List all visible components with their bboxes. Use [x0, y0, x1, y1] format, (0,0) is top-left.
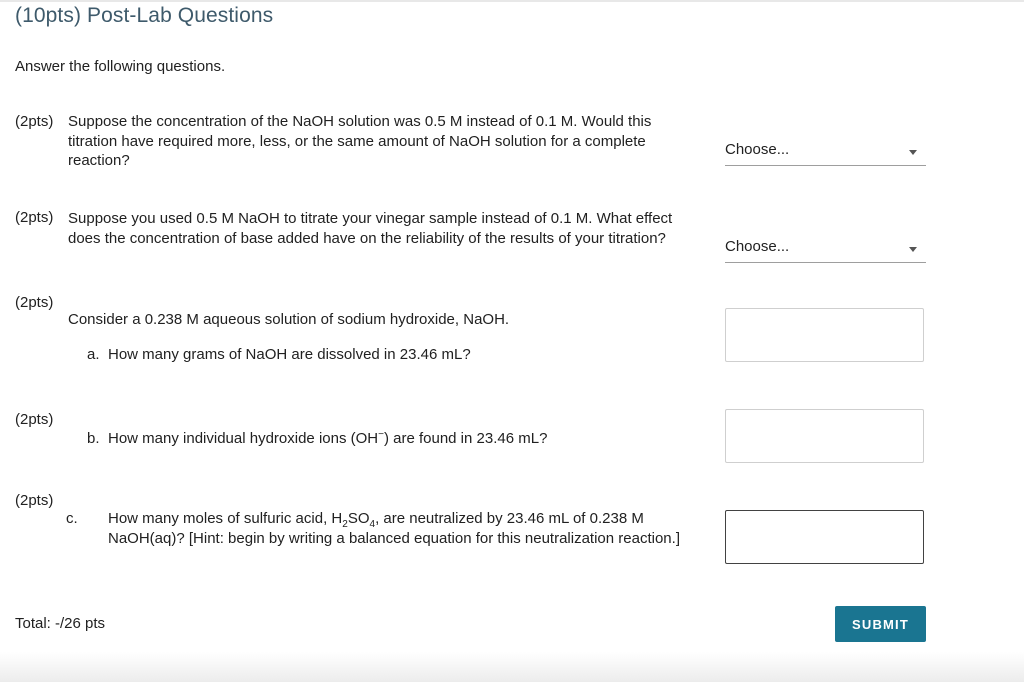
- submit-button[interactable]: SUBMIT: [835, 606, 926, 642]
- question-2-text: Suppose you used 0.5 M NaOH to titrate your vinegar sample instead of 0.1 M. What effect does the concentration of base added have on the reliability of the results of your titration?: [68, 210, 673, 247]
- question-3c-body-2: SO: [347, 510, 370, 527]
- question-3b-answer-input[interactable]: [726, 410, 923, 462]
- question-3-points: (2pts): [15, 294, 54, 311]
- subscript-4: 4: [369, 519, 376, 530]
- top-divider: [0, 0, 1024, 2]
- question-4-points: (2pts): [15, 411, 54, 428]
- question-3a-answer-box[interactable]: [725, 308, 924, 362]
- question-1-select-value: Choose...: [725, 141, 790, 158]
- chevron-down-icon: [909, 247, 917, 252]
- question-3c-answer-box[interactable]: [725, 510, 924, 564]
- question-3b-body-end: ) are found in 23.46 mL?: [383, 430, 548, 447]
- question-3c-body-3: , are neutralized by 23.46 mL of 0.238 M NaOH(aq)? [Hint: begin by writing a balanced equation for this neutralization reaction.]: [108, 510, 680, 547]
- question-3a-text: [87, 345, 697, 365]
- question-1-points: (2pts): [15, 113, 54, 130]
- chevron-down-icon: [909, 150, 917, 155]
- question-1-text: Suppose the concentration of the NaOH solution was 0.5 M instead of 0.1 M. Would this titration have required more, less, or the same amount of NaOH solution for a complete reaction?: [68, 113, 652, 169]
- instructions-text: Answer the following questions.: [15, 58, 226, 75]
- question-3c-answer-input[interactable]: [726, 511, 923, 563]
- page-title: (10pts) Post-Lab Questions: [15, 4, 274, 27]
- question-1-select[interactable]: [725, 141, 926, 166]
- question-3b-text: [87, 429, 697, 449]
- question-3a-answer-input[interactable]: [726, 309, 923, 361]
- question-3-intro: Consider a 0.238 M aqueous solution of sodium hydroxide, NaOH.: [68, 311, 510, 328]
- question-3a-body: How many grams of NaOH are dissolved in 23.46 mL?: [108, 346, 471, 363]
- bottom-shadow: [0, 652, 1024, 682]
- question-3c-letter: c.: [66, 510, 78, 527]
- total-points: Total: -/26 pts: [15, 615, 106, 632]
- question-2-select[interactable]: [725, 238, 926, 263]
- question-3b-letter: b.: [87, 430, 100, 447]
- question-2-points: (2pts): [15, 209, 54, 226]
- question-3b-answer-box[interactable]: [725, 409, 924, 463]
- question-5-points: (2pts): [15, 492, 54, 509]
- question-3c-body-1: How many moles of sulfuric acid, H: [108, 510, 343, 527]
- question-3a-letter: a.: [87, 346, 100, 363]
- question-2-select-value: Choose...: [725, 238, 790, 255]
- question-3b-body-start: How many individual hydroxide ions (OH: [108, 430, 379, 447]
- superscript-minus: −: [378, 429, 384, 440]
- question-3c-text: [66, 509, 687, 548]
- subscript-2: 2: [342, 519, 348, 530]
